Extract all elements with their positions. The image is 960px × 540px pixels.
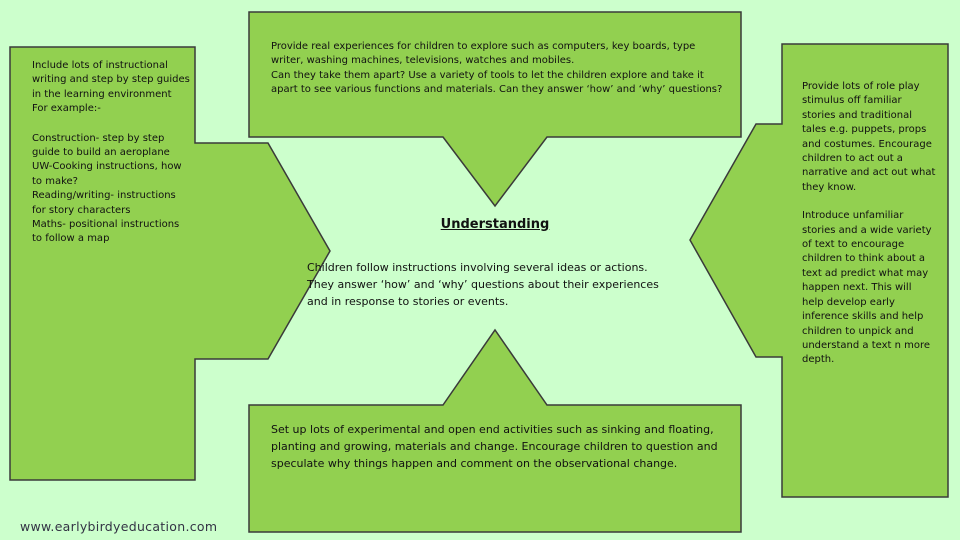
center-text: Children follow instructions involving several ideas or actions. They answer ‘how’ and ‘why’ questions about their experiences and in response to stories or events. [307, 261, 659, 308]
website-url[interactable]: www.earlybirdyeducation.com [20, 519, 218, 534]
bottom-arrow-text: Set up lots of experimental and open end activities such as sinking and floating, planting and growing, materials and change. Encourage children to question and speculate why things happen and comment on the observational change. [271, 423, 718, 470]
top-arrow-text: Provide real experiences for children to explore such as computers, key boards, type writer, washing machines, televisions, watches and mobiles. Can they take them apart? Use a variety of tools to let the children explore and take it apart to see various functions and materials. Can they answer ‘how’ and ‘why’ questions? [271, 41, 723, 96]
left-arrow-examples: Construction- step by step guide to build an aeroplane UW-Cooking instructions, how to make? Reading/writing- instructions for story characters Maths- positional instructions to follow a map [32, 132, 182, 245]
center-title: Understanding [440, 217, 550, 232]
right-arrow-text [802, 80, 936, 368]
right-arrow-para1: Provide lots of role play stimulus off familiar stories and traditional tales e.g. puppets, props and costumes. Encourage children to act out a narrative and act out what they know. [802, 81, 936, 193]
left-arrow-intro: Include lots of instructional writing and step by step guides in the learning environment For example:- [32, 60, 190, 115]
left-arrow-text [32, 59, 192, 247]
right-arrow-para2: Introduce unfamiliar stories and a wide variety of text to encourage children to think about a text ad predict what may happen next. This will help develop early inference skills and help children to unpick and understand a text n more depth. [802, 210, 932, 366]
